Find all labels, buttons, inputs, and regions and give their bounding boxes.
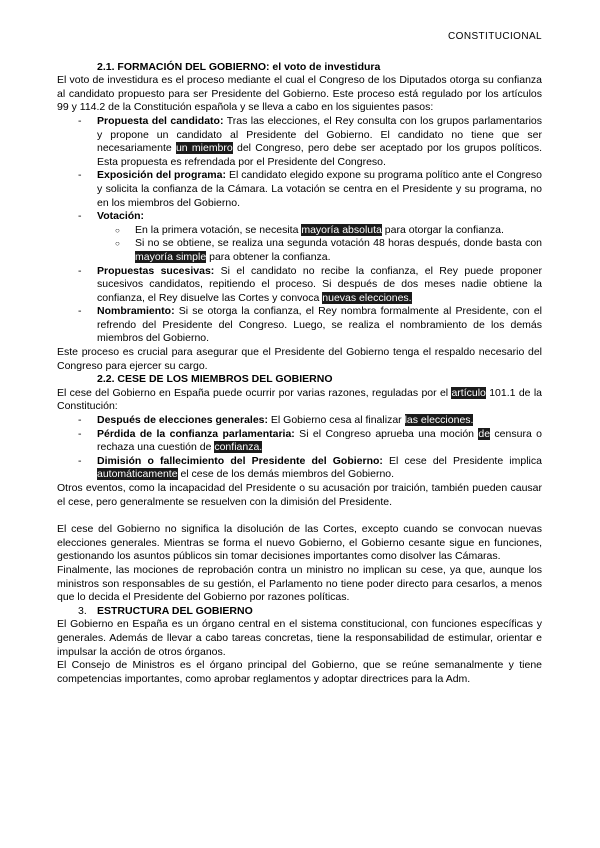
- list-item: [57, 605, 542, 619]
- list-item-text: [97, 169, 542, 210]
- bullet-marker: -: [78, 264, 82, 277]
- text-run: El cese del Gobierno en España puede ocurrir por varias razones, reguladas por el: [57, 386, 452, 399]
- list-item-text: [97, 265, 542, 306]
- text-run: El cese del Presidente implica: [382, 454, 542, 467]
- list-item-text: [97, 455, 542, 482]
- text-run: El voto de investidura es el proceso mediante el cual el Congreso de los Diputados otorga su confianza al candidato propuesto para ser Presidente del Gobierno. Este proceso está regulado por los artículos 99 y 114.2 de la Constitución española y se lleva a cabo en los siguientes pasos:: [57, 74, 542, 114]
- list-item-text: [97, 115, 542, 169]
- highlighted-text: de: [478, 427, 491, 440]
- paragraph: [57, 482, 542, 509]
- list-item: [57, 455, 542, 482]
- bullet-marker: -: [78, 114, 82, 127]
- paragraph: [57, 618, 542, 659]
- list-item-text: [97, 210, 542, 224]
- text-run: para obtener la confianza.: [206, 250, 331, 263]
- paragraph: [57, 387, 542, 414]
- list-item: [57, 414, 542, 428]
- bold-term: Nombramiento:: [97, 305, 175, 318]
- paragraph: [57, 564, 542, 605]
- bold-term: 2.1. FORMACIÓN DEL GOBIERNO: el voto de investidura: [97, 60, 381, 73]
- bold-term: Dimisión o fallecimiento del Presidente del Gobierno:: [97, 454, 383, 467]
- highlighted-text: confianza.: [214, 441, 263, 454]
- blank-line: [57, 509, 542, 523]
- paragraph: [57, 346, 542, 373]
- sub-list-item: [57, 237, 542, 264]
- bold-term: Votación:: [97, 210, 145, 223]
- text-run: Si no se obtiene, se realiza una segunda votación 48 horas después, donde basta con: [135, 237, 542, 250]
- list-item: [57, 428, 542, 455]
- bold-term: ESTRUCTURA DEL GOBIERNO: [97, 604, 253, 617]
- text-run: Si se otorga la confianza, el Rey nombra formalmente al Presidente, con el refrendo del Presidente del Congreso. Luego, se realiza el nombramiento de los demás miembros del Gobierno.: [97, 305, 542, 345]
- bold-term: Exposición del programa:: [97, 169, 226, 182]
- bold-term: Propuesta del candidato:: [97, 114, 224, 127]
- list-item: [57, 305, 542, 346]
- bullet-marker: -: [78, 414, 82, 427]
- list-item-text: [135, 237, 542, 264]
- text-run: El Consejo de Ministros es el órgano principal del Gobierno, que se reúne semanalmente y tiene competencias importantes, como aprobar reglamentos y adoptar directrices para la Adm.: [57, 659, 542, 685]
- bold-term: 2.2. CESE DE LOS MIEMBROS DEL GOBIERNO: [97, 373, 333, 386]
- highlighted-text: las elecciones.: [404, 414, 474, 427]
- sub-list-item: [57, 224, 542, 238]
- text-run: 101.1 de la Constitución:: [57, 386, 542, 413]
- document-body: [57, 61, 542, 687]
- page-header-title: CONSTITUCIONAL: [448, 31, 542, 42]
- paragraph: [57, 659, 542, 686]
- text-run: Si el candidato no recibe la confianza, el Rey puede proponer sucesivos candidatos, repitiendo el proceso. Si después de dos meses nadie obtiene la confianza, el Rey disuelve las Cortes y convoca: [97, 264, 542, 304]
- text-run: Tras las elecciones, el Rey consulta con los grupos parlamentarios y propone un candidato al Presidente del Gobierno. El candidato no tiene que ser necesariamente: [97, 114, 543, 155]
- bold-term: Después de elecciones generales:: [97, 414, 268, 427]
- text-run: censura o rechaza una cuestión de: [97, 427, 543, 454]
- list-item-text: [135, 224, 542, 238]
- text-run: el cese de los demás miembros del Gobierno.: [177, 468, 395, 481]
- highlighted-text: mayoría simple: [135, 250, 207, 263]
- bullet-marker: -: [78, 169, 82, 182]
- list-item: [57, 265, 542, 306]
- section-heading: [57, 373, 542, 387]
- text-run: Otros eventos, como la incapacidad del Presidente o su acusación por traición, también pueden causar el cese, pero generalmente se resuelven con la dimisión del Presidente.: [57, 482, 542, 508]
- text-run: En la primera votación, se necesita: [135, 223, 302, 236]
- highlighted-text: artículo: [451, 386, 486, 399]
- text-run: Este proceso es crucial para asegurar que el Presidente del Gobierno tenga el respaldo necesario del Congreso para ejercer su cargo.: [57, 346, 542, 372]
- list-item: [57, 115, 542, 169]
- bold-term: Propuestas sucesivas:: [97, 264, 215, 277]
- list-item-text: [97, 605, 542, 619]
- bullet-marker: ○: [115, 239, 120, 249]
- bullet-marker: 3.: [78, 604, 87, 617]
- bold-term: Pérdida de la confianza parlamentaria:: [97, 427, 295, 440]
- highlighted-text: un miembro: [175, 142, 233, 155]
- text-run: El candidato elegido expone su programa político ante el Congreso y solicita la confianza de la Cámara. La votación se centra en el Presidente y su programa, no en los miembros del Gobierno.: [97, 169, 542, 209]
- highlighted-text: nuevas elecciones.: [322, 291, 412, 304]
- text-run: El Gobierno cesa al finalizar: [268, 414, 405, 427]
- text-run: Si el Congreso aprueba una moción: [294, 427, 479, 440]
- list-item-text: [97, 428, 542, 455]
- paragraph: [57, 74, 542, 115]
- highlighted-text: mayoría absoluta: [301, 223, 382, 236]
- list-item: [57, 169, 542, 210]
- highlighted-text: automáticamente: [97, 468, 178, 481]
- text-run: El Gobierno en España es un órgano central en el sistema constitucional, con funciones específicas y generales. Además de llevar a cabo tareas concretas, tiene la responsabilidad de estimular, orientar e impulsar la acción de otros órganos.: [57, 618, 542, 658]
- text-run: del Congreso, pero debe ser aceptado por los grupos políticos. Esta propuesta es refrendada por el Presidente del Congreso.: [97, 142, 542, 168]
- paragraph: [57, 523, 542, 564]
- list-item: [57, 210, 542, 224]
- bullet-marker: -: [78, 210, 82, 223]
- bullet-marker: -: [78, 454, 82, 467]
- list-item-text: [97, 414, 542, 428]
- list-item-text: [97, 305, 542, 346]
- text-run: Finalmente, las mociones de reprobación contra un ministro no implican su cese, ya que, aunque los ministros son responsables de su gestión, el Parlamento no tiene poder directo para cesarlos, a menos que lo decida el Presidente del Gobierno por razones políticas.: [57, 563, 542, 604]
- bullet-marker: ○: [115, 225, 120, 235]
- text-run: El cese del Gobierno no significa la disolución de las Cortes, excepto cuando se convocan nuevas elecciones generales. Mientras se forma el nuevo Gobierno, el Gobierno cesante sigue en funciones, gestionando los asuntos públicos sin tomar decisiones importantes como disolver las Cámaras.: [57, 523, 542, 563]
- bullet-marker: -: [78, 305, 82, 318]
- bullet-marker: -: [78, 427, 82, 440]
- text-run: para otorgar la confianza.: [381, 223, 504, 236]
- section-heading: [57, 61, 542, 75]
